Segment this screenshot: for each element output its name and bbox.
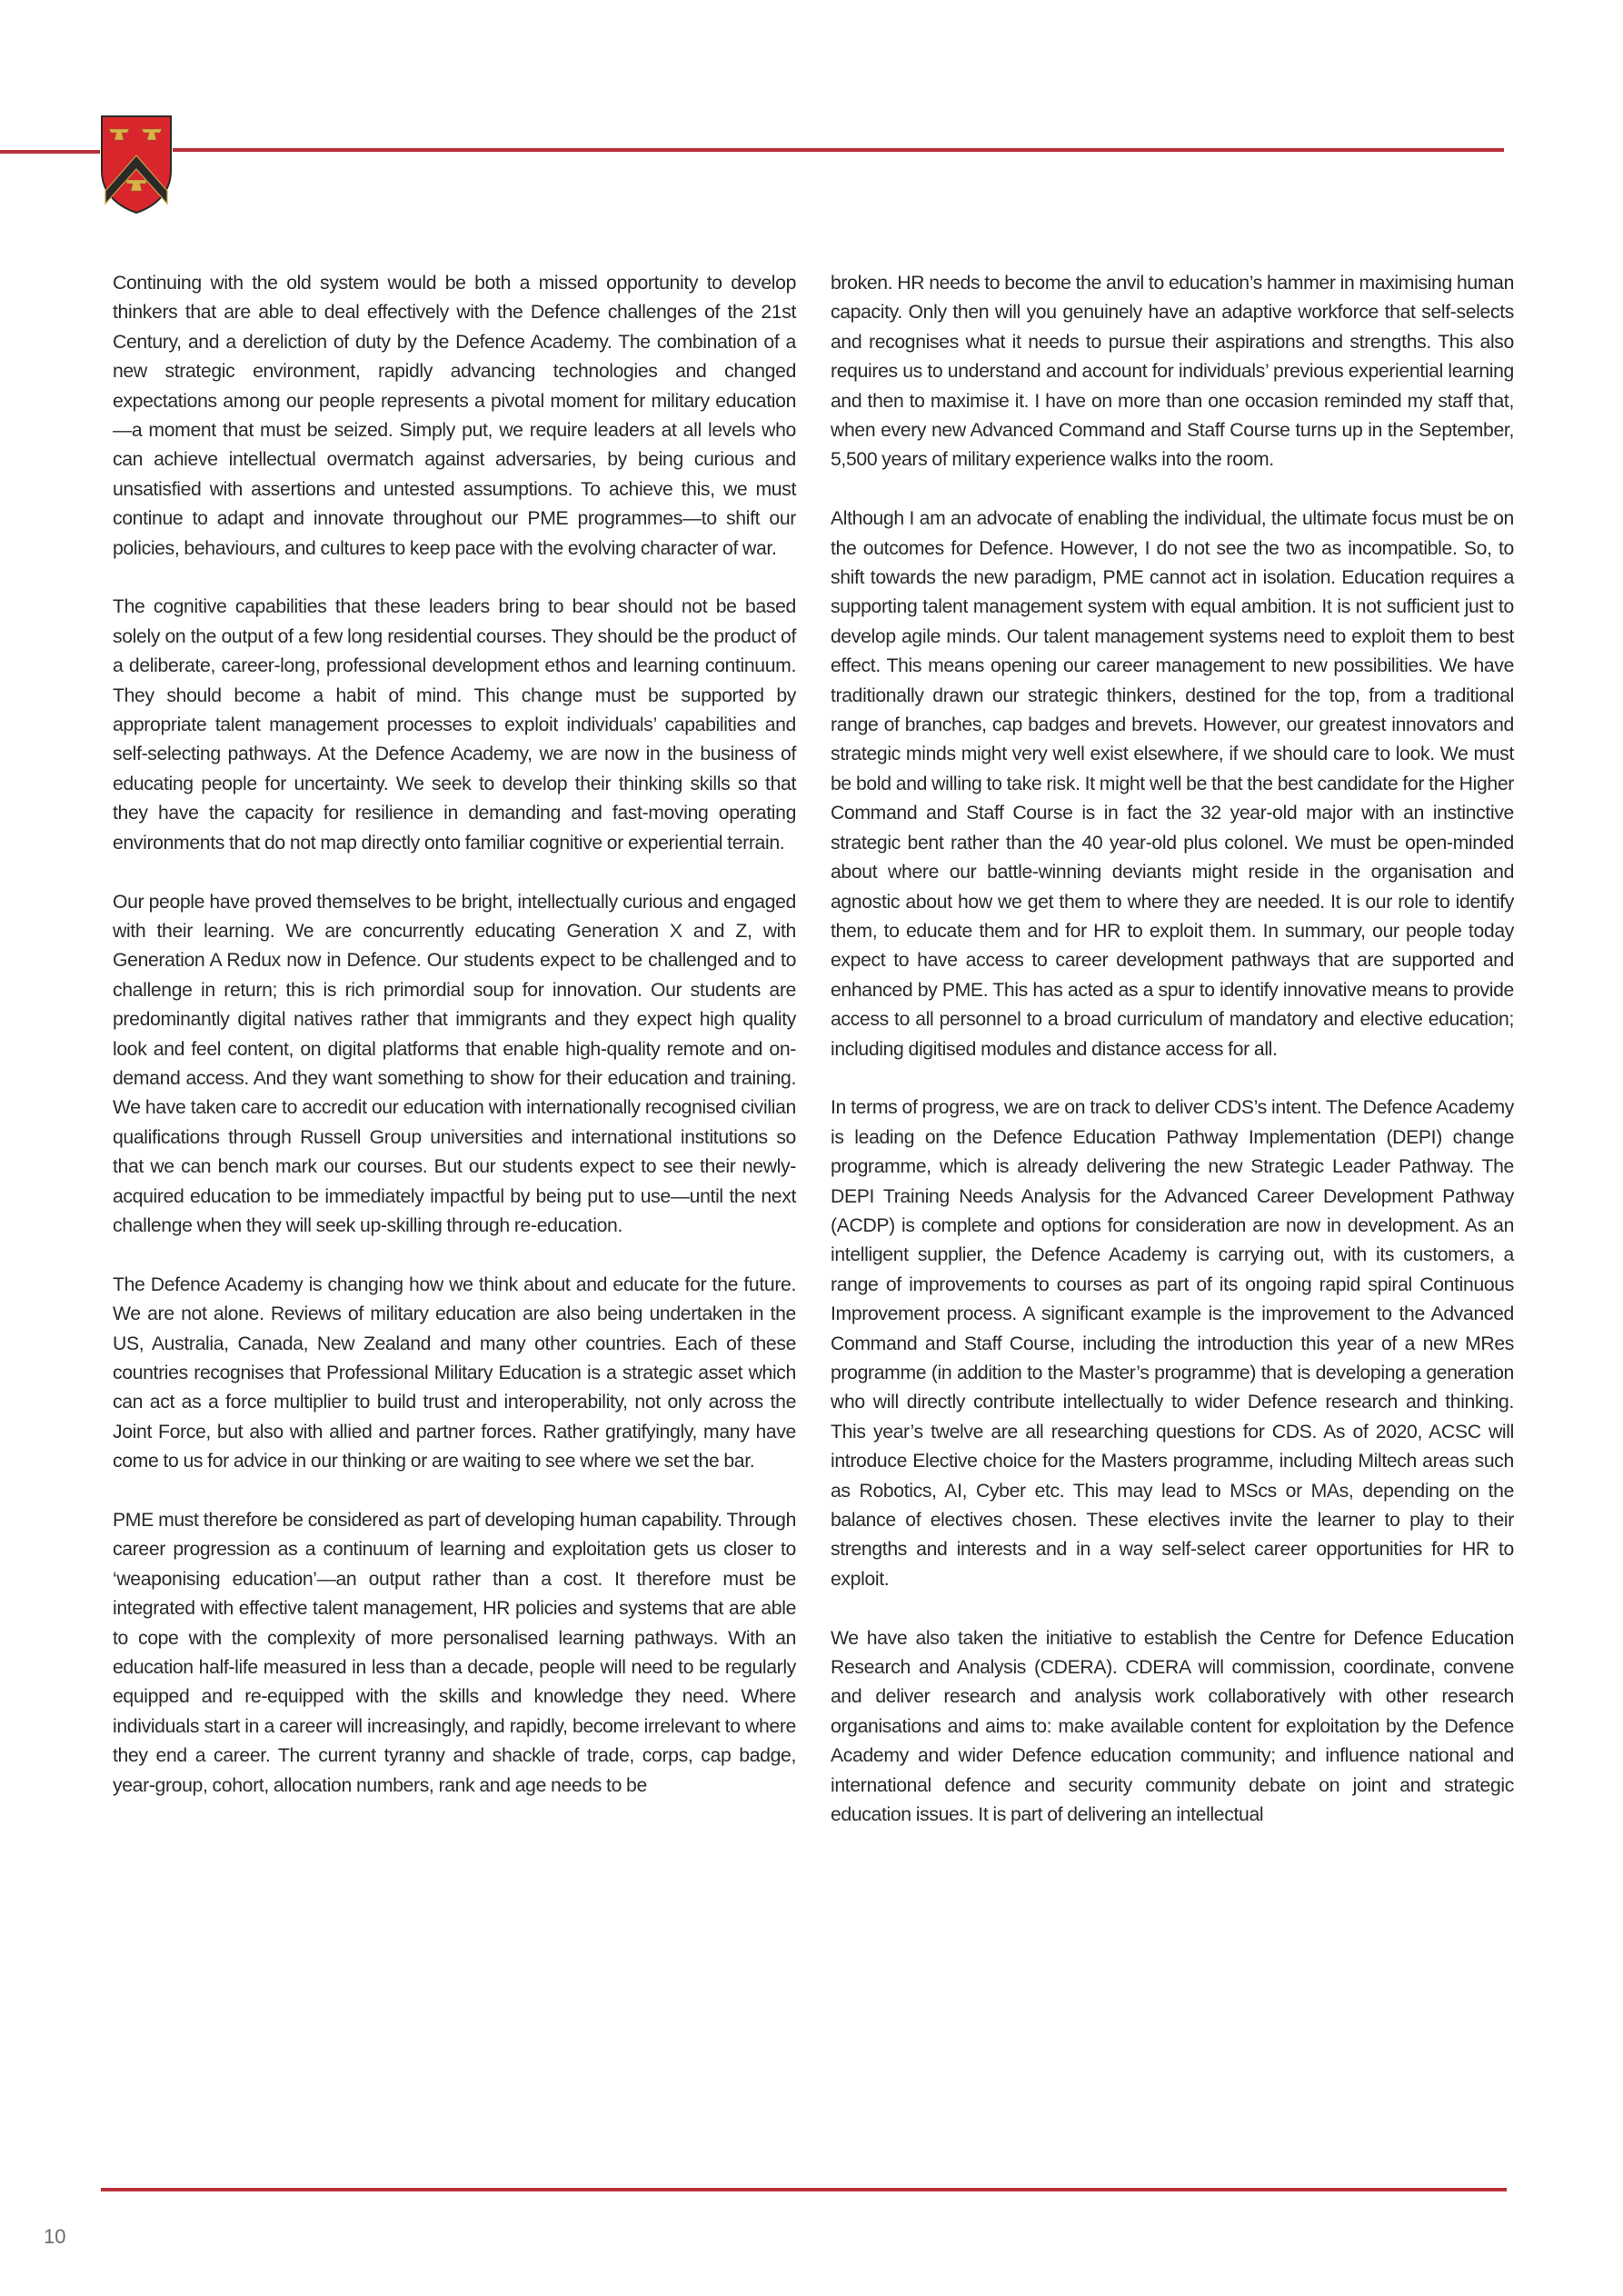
paragraph: PME must therefore be considered as part of developing human capability. Through career progression as a continuum of learning and exploitation gets us closer to ‘weaponising education’—an output rather than a cost. It therefore must be integrated with effective talent management, HR policies and systems that are able to cope with the complexity of more personalised learning pathways. With an education half-life measured in less than a decade, people will need to be regularly equipped and re-equipped with the skills and knowledge they need. Where individuals start in a career will increasingly, and rapidly, become irrelevant to where they end a career. The current tyranny and shackle of trade, corps, cap badge, year-group, cohort, allocation numbers, rank and age needs to be: [113, 1510, 796, 1796]
page-number: 10: [44, 2225, 66, 2248]
paragraph: Continuing with the old system would be both a missed opportunity to develop thinkers that are able to deal effectively with the Defence challenges of the 21st Century, and a dereliction of duty by the Defence Academy. The combination of a new strategic environment, rapidly advancing technologies and changed expectations among our people represents a pivotal moment for military education—a moment that must be seized. Simply put, we require leaders at all levels who can achieve intellectual overmatch against adversaries, by being curious and unsatisfied with assertions and untested assumptions. To achieve this, we must continue to adapt and innovate throughout our PME programmes—to shift our policies, behaviours, and cultures to keep pace with the evolving character of war.: [113, 273, 796, 559]
paragraph: In terms of progress, we are on track to deliver CDS’s intent. The Defence Academy is leading on the Defence Education Pathway Implementation (DEPI) change programme, which is already delivering the new Strategic Leader Pathway. The DEPI Training Needs Analysis for the Advanced Career Development Pathway (ACDP) is complete and options for consideration are now in development. As an intelligent supplier, the Defence Academy is carrying out, with its customers, a range of improvements to courses as part of its ongoing rapid spiral Continuous Improvement process. A significant example is the improvement to the Advanced Command and Staff Course, including the introduction this year of a new MRes programme (in addition to the Master’s programme) that is developing a generation who will directly contribute intellectually to wider Defence research and thinking. This year’s twelve are all researching questions for CDS. As of 2020, ACSC will introduce Elective choice for the Masters programme, including Miltech areas such as Robotics, AI, Cyber etc. This may lead to MScs or MAs, depending on the balance of electives chosen. These electives invite the learner to play to their strengths and interests and in a way self-select career opportunities for HR to exploit.: [831, 1097, 1514, 1590]
paragraph: The cognitive capabilities that these leaders bring to bear should not be based solely on the output of a few long residential courses. They should be the product of a deliberate, career-long, professional development ethos and learning continuum. They should become a habit of mind. This change must be supported by appropriate talent management processes to exploit individuals’ capabilities and self-selecting pathways. At the Defence Academy, we are now in the business of educating people for uncertainty. We seek to develop their thinking skills so that they have the capacity for resilience in demanding and fast-moving operating environments that do not map directly onto familiar cognitive or experiential terrain.: [113, 596, 796, 854]
paragraph: We have also taken the initiative to establish the Centre for Defence Education Research and Analysis (CDERA). CDERA will commission, coordinate, convene and deliver research and analysis work collaboratively with other research organisations and aims to: make available content for exploitation by the Defence Academy and wider Defence education community; and influence national and international defence and security community debate on joint and strategic education issues. It is part of delivering an intellectual: [831, 1627, 1514, 1826]
left-text-column: [113, 269, 796, 1830]
heraldic-shield-crest-icon: [100, 115, 173, 215]
paragraph: Our people have proved themselves to be bright, intellectually curious and engaged with their learning. We are concurrently educating Generation X and Z, with Generation A Redux now in Defence. Our students expect to be challenged and to challenge in return; this is rich primordial soup for innovation. Our students are predominantly digital natives rather that immigrants and they expect high quality look and feel content, on digital platforms that enable high-quality remote and on-demand access. And they want something to show for their education and training. We have taken care to accredit our education with internationally recognised civilian qualifications through Russell Group universities and international institutions so that we can bench mark our courses. But our students expect to see their newly-acquired education to be immediately impactful by being put to use—until the next challenge when they will seek up-skilling through re-education.: [113, 891, 796, 1236]
right-text-column: [831, 269, 1514, 1860]
header-rule-right: [173, 148, 1504, 152]
paragraph: broken. HR needs to become the anvil to education’s hammer in maximising human capacity. Only then will you genuinely have an adaptive workforce that self-selects and recognises what it needs to pursue their aspirations and strengths. This also requires us to understand and account for individuals’ previous experiential learning and then to maximise it. I have on more than one occasion reminded my staff that, when every new Advanced Command and Staff Course turns up in the September, 5,500 years of military experience walks into the room.: [831, 273, 1514, 471]
footer-rule: [101, 2188, 1507, 2191]
header-rule-left: [0, 150, 100, 154]
paragraph: Although I am an advocate of enabling the individual, the ultimate focus must be on the outcomes for Defence. However, I do not see the two as incompatible. So, to shift towards the new paradigm, PME cannot act in isolation. Education requires a supporting talent management system with equal ambition. It is not sufficient just to develop agile minds. Our talent management systems need to exploit them to best effect. This means opening our career management to new possibilities. We have traditionally drawn our strategic thinkers, destined for the top, from a traditional range of branches, cap badges and brevets. However, our greatest innovators and strategic minds might very well exist elsewhere, if we should care to look. We must be bold and willing to take risk. It might well be that the best candidate for the Higher Command and Staff Course is in fact the 32 year-old major with an instinctive strategic bent rather than the 40 year-old plus colonel. We must be open-minded about where our battle-winning deviants might reside in the organisation and agnostic about how we get them to where they are needed. It is our role to identify them, to educate them and for HR to exploit them. In summary, our people today expect to have access to career development pathways that are supported and enhanced by PME. This has acted as a spur to identify innovative means to provide access to all personnel to a broad curriculum of mandatory and elective education; including digitised modules and distance access for all.: [831, 508, 1514, 1060]
paragraph: The Defence Academy is changing how we think about and educate for the future. We are not alone. Reviews of military education are also being undertaken in the US, Australia, Canada, New Zealand and many other countries. Each of these countries recognises that Professional Military Education is a strategic asset which can act as a force multiplier to build trust and interoperability, not only across the Joint Force, but also with allied and partner forces. Rather gratifyingly, many have come to us for advice in our thinking or are waiting to see where we set the bar.: [113, 1273, 796, 1472]
